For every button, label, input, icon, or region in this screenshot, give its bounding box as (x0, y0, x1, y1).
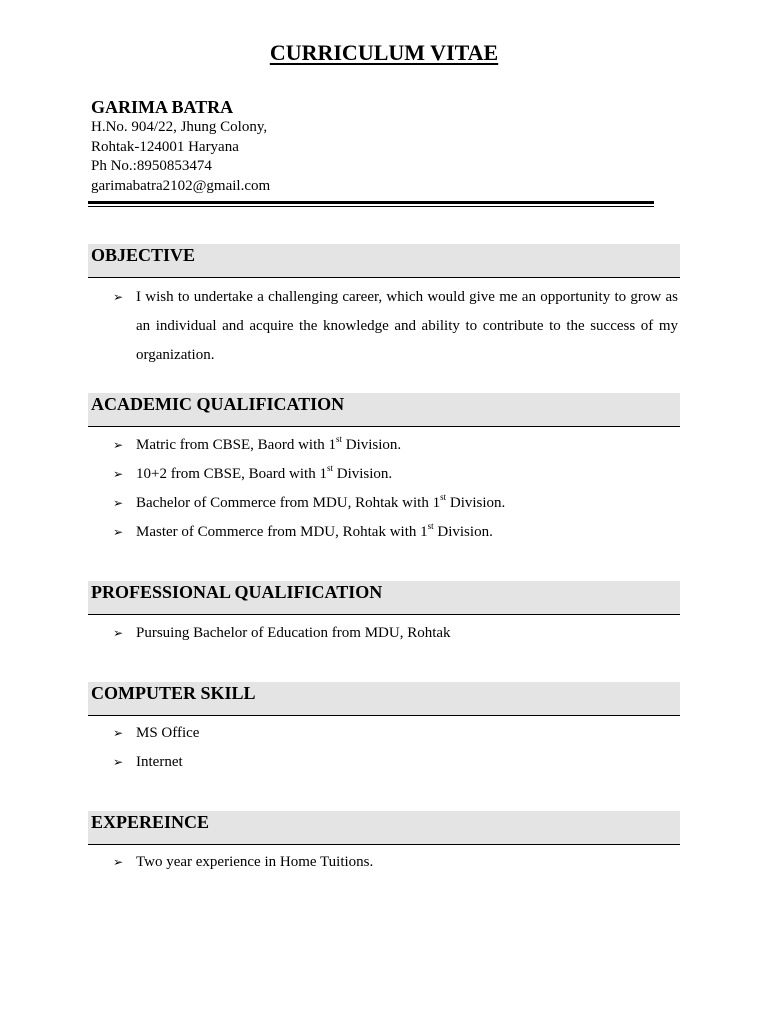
item-text-end: Division. (433, 524, 493, 540)
computer-skill-section (88, 682, 680, 777)
section-heading (88, 244, 680, 278)
arrow-bullet-icon: ➢ (113, 726, 124, 740)
email-address: garimabatra2102@gmail.com (91, 177, 271, 194)
item-text: MS Office (136, 725, 200, 741)
candidate-name: GARIMA BATRA (91, 97, 234, 117)
arrow-bullet-icon: ➢ (113, 290, 124, 304)
item-text: Bachelor of Commerce from MDU, Rohtak with 1 (136, 495, 441, 511)
ordinal-suffix: st (335, 434, 342, 444)
item-text: Pursuing Bachelor of Education from MDU, Rohtak (136, 625, 451, 641)
arrow-bullet-icon: ➢ (113, 438, 124, 452)
phone-number: Ph No.:8950853474 (91, 158, 212, 174)
computer-skill-heading: COMPUTER SKILL (91, 683, 256, 703)
professional-list (88, 619, 680, 648)
section-heading (88, 682, 680, 716)
ordinal-suffix: st (427, 521, 434, 531)
arrow-bullet-icon: ➢ (113, 467, 124, 481)
experience-section (88, 811, 680, 877)
list-item (88, 619, 680, 648)
section-heading (88, 581, 680, 615)
item-text-end: Division. (446, 495, 506, 511)
section-heading (88, 811, 680, 845)
objective-heading: OBJECTIVE (91, 245, 196, 265)
item-text: 10+2 from CBSE, Board with 1 (136, 466, 327, 482)
list-item (88, 719, 680, 748)
list-item (88, 848, 680, 877)
arrow-bullet-icon: ➢ (113, 755, 124, 769)
contact-block (91, 96, 270, 196)
ordinal-suffix: st (326, 463, 333, 473)
item-text-end: Division. (342, 437, 402, 453)
arrow-bullet-icon: ➢ (113, 525, 124, 539)
list-item (88, 748, 680, 777)
academic-section (88, 393, 680, 547)
item-text: Internet (136, 754, 183, 770)
section-heading (88, 393, 680, 427)
list-item (88, 460, 680, 489)
objective-section (88, 244, 680, 370)
objective-list (88, 283, 680, 370)
list-item (88, 283, 680, 370)
list-item (88, 518, 680, 547)
academic-heading: ACADEMIC QUALIFICATION (91, 394, 345, 414)
list-item (88, 489, 680, 518)
ordinal-suffix: st (440, 492, 447, 502)
header-divider-thick (88, 201, 654, 204)
address-line-1: H.No. 904/22, Jhung Colony, (91, 119, 268, 135)
professional-heading: PROFESSIONAL QUALIFICATION (91, 582, 383, 602)
item-text-end: Division. (332, 466, 393, 482)
document-title: CURRICULUM VITAE (269, 40, 499, 65)
item-text: Master of Commerce from MDU, Rohtak with 1 (136, 524, 428, 540)
arrow-bullet-icon: ➢ (113, 496, 124, 510)
experience-heading: EXPEREINCE (91, 812, 210, 832)
arrow-bullet-icon: ➢ (113, 626, 124, 640)
item-text: Two year experience in Home Tuitions. (136, 854, 374, 870)
academic-list (88, 431, 680, 547)
computer-skill-list (88, 719, 680, 777)
arrow-bullet-icon: ➢ (113, 855, 124, 869)
list-item (88, 431, 680, 460)
experience-list (88, 848, 680, 877)
address-line-2: Rohtak-124001 Haryana (91, 138, 239, 155)
objective-text: I wish to undertake a challenging career, which would give me an opportunity to grow as an individual and acquire the knowledge and ability to contribute to the success of my organization. (136, 289, 678, 363)
professional-section (88, 581, 680, 648)
header-divider-thin (88, 206, 654, 207)
item-text: Matric from CBSE, Baord with 1 (136, 437, 336, 453)
